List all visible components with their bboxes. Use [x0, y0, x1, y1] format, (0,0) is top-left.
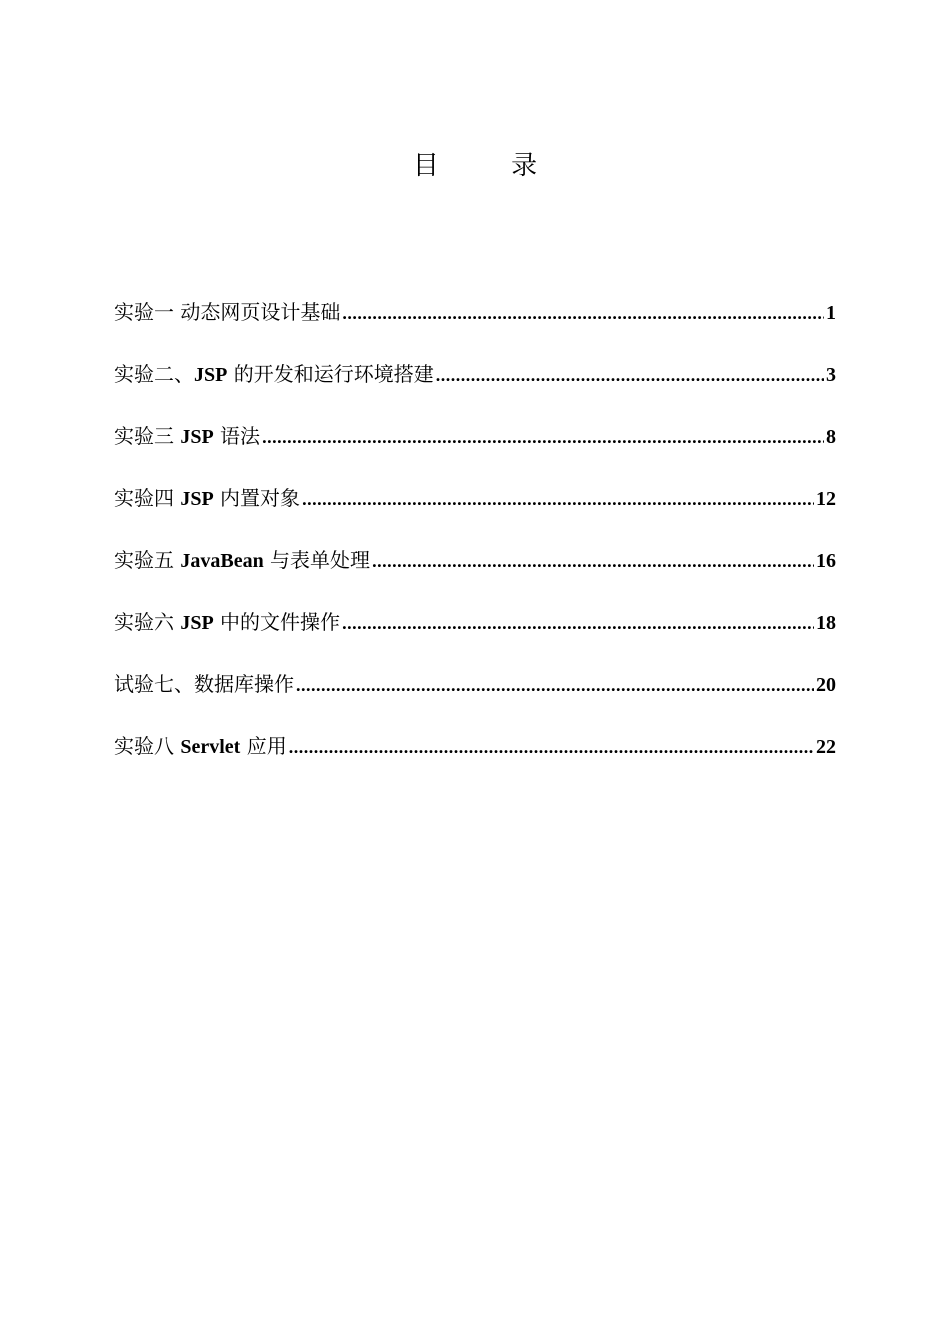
toc-page-number: 1	[826, 302, 836, 324]
toc-entry[interactable]	[114, 668, 836, 730]
toc-entry[interactable]	[114, 358, 836, 420]
toc-entry[interactable]	[114, 482, 836, 544]
toc-entry-title-part: JSP	[180, 612, 214, 634]
toc-entry-title-part: JavaBean	[180, 550, 264, 572]
toc-dot-leader	[289, 737, 814, 758]
toc-dot-leader	[436, 365, 824, 386]
toc-entry-title-part: 内置对象	[213, 486, 301, 510]
toc-entry-title	[114, 420, 260, 449]
toc-entry-title-part: 实验三	[114, 424, 181, 448]
toc-entry-title-part: 实验一 动态网页设计基础	[114, 300, 341, 324]
toc-entry-title	[114, 730, 287, 759]
toc-entry[interactable]	[114, 544, 836, 606]
toc-entry-title	[114, 296, 340, 325]
toc-entry-title	[114, 668, 294, 697]
toc-entry-title	[114, 482, 300, 511]
toc-dot-leader	[296, 675, 814, 696]
toc-entry-title-part: 实验二、	[114, 362, 194, 386]
toc-entry-title-part: 应用	[240, 734, 287, 758]
toc-dot-leader	[342, 303, 824, 324]
toc-entry-title-part: 实验四	[114, 486, 181, 510]
toc-list	[114, 296, 836, 792]
toc-dot-leader	[302, 489, 814, 510]
toc-entry-title-part: JSP	[194, 364, 228, 386]
toc-entry-title-part: 与表单处理	[263, 548, 371, 572]
toc-entry-title-part: 语法	[213, 424, 261, 448]
toc-entry-title-part: 实验五	[114, 548, 181, 572]
toc-entry[interactable]	[114, 730, 836, 792]
toc-page-number: 16	[816, 550, 836, 572]
toc-entry[interactable]	[114, 296, 836, 358]
toc-entry-title-part: JSP	[180, 488, 214, 510]
toc-entry-title-part: 的开发和运行环境搭建	[227, 362, 434, 386]
toc-title: 目 录	[412, 151, 570, 181]
toc-entry-title-part: JSP	[180, 426, 214, 448]
toc-entry-title-part: 中的文件操作	[213, 610, 341, 634]
toc-dot-leader	[372, 551, 814, 572]
toc-entry-title	[114, 358, 434, 387]
toc-dot-leader	[342, 613, 814, 634]
toc-entry-title-part: 实验六	[114, 610, 181, 634]
toc-page-number: 20	[816, 674, 836, 696]
toc-entry-title-part: Servlet	[180, 736, 241, 758]
toc-entry-title-part: 试验七、数据库操作	[114, 672, 294, 696]
toc-entry[interactable]	[114, 606, 836, 668]
toc-page-number: 18	[816, 612, 836, 634]
toc-page-number: 22	[816, 736, 836, 758]
toc-entry-title	[114, 606, 340, 635]
toc-dot-leader	[262, 427, 824, 448]
toc-entry-title-part: 实验八	[114, 734, 181, 758]
toc-entry[interactable]	[114, 420, 836, 482]
toc-page-number: 3	[826, 364, 836, 386]
toc-entry-title	[114, 544, 370, 573]
toc-page-number: 8	[826, 426, 836, 448]
toc-page-number: 12	[816, 488, 836, 510]
